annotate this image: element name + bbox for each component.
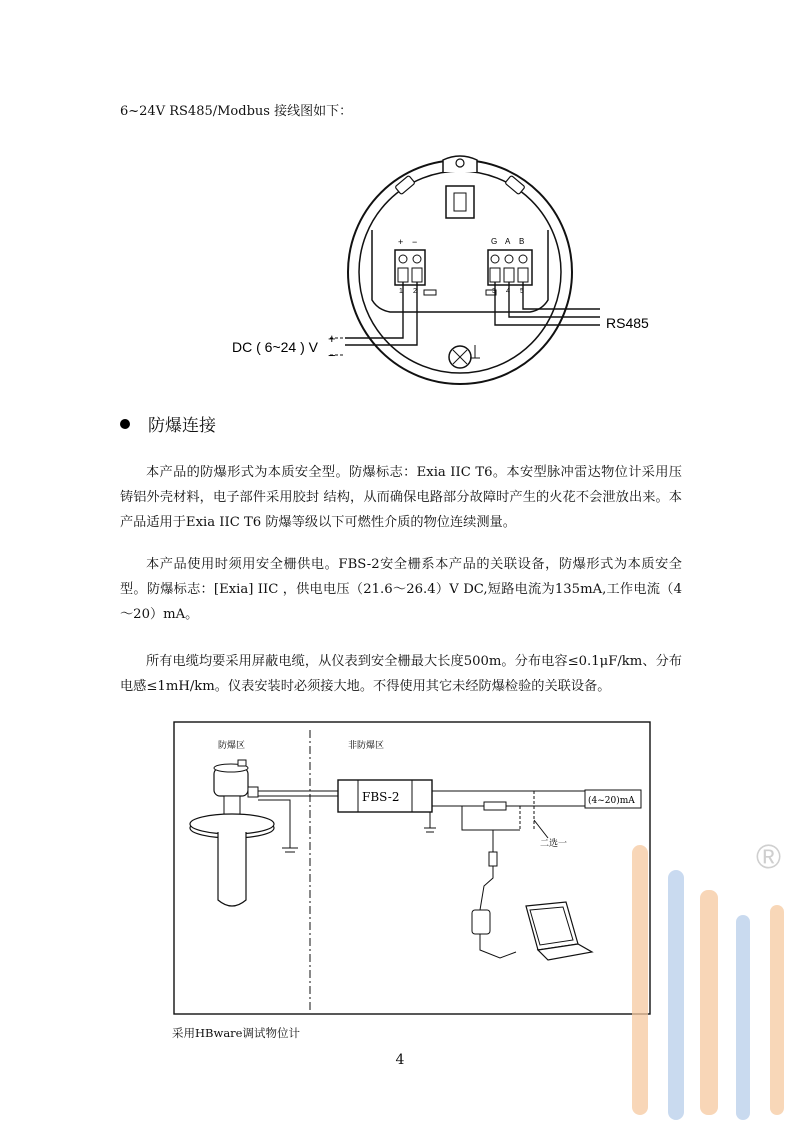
diagram-caption: 采用HBware调试物位计 [172, 1026, 300, 1040]
terminal-letter-a: A [505, 237, 511, 246]
laptop-icon [526, 902, 592, 960]
dc-plus-sign: + [328, 331, 336, 346]
registered-mark: ® [756, 838, 782, 876]
terminal-number-3: 3 [492, 288, 496, 295]
radar-instrument-icon [190, 760, 274, 906]
terminal-letter-b: B [519, 237, 525, 246]
connection-diagram [170, 718, 652, 1016]
output-label: (4~20)mA [588, 796, 635, 806]
wiring-diagram [220, 140, 680, 390]
section-heading-text: 防爆连接 [148, 416, 216, 436]
terminal-number-5: 5 [520, 288, 524, 295]
paragraph-2: 本产品使用时须用安全栅供电。FBS-2安全栅系本产品的关联设备，防爆形式为本质安全型。防爆标志：[Exia] IIC ，供电电压（21.6～26.4）V DC,短路电流为135mA,工作电流（4～20）mA。 [120, 557, 682, 622]
zone-hazardous-label: 防爆区 [218, 741, 246, 751]
terminal-number-2: 2 [413, 288, 417, 295]
paragraph-1: 本产品的防爆形式为本质安全型。防爆标志：Exia IIC T6。本安型脉冲雷达物位计采用压铸铝外壳材料，电子部件采用胶封 结构，从而确保电路部分故障时产生的火花不会泄放出来。本产品适用于Exia IIC T6 防爆等级以下可燃性介质的物位连续测量。 [120, 465, 682, 530]
dc-minus-sign: − [328, 348, 336, 363]
dc-voltage-label: DC ( 6~24 ) V [232, 339, 318, 355]
bullet-icon [120, 419, 130, 429]
terminal-number-4: 4 [506, 288, 510, 295]
choice-label: 二选一 [540, 839, 568, 849]
paragraph-3: 所有电缆均要采用屏蔽电缆，从仪表到安全栅最大长度500m。分布电容≤0.1μF/km、分布电感≤1mH/km。仪表安装时必须接大地。不得使用其它未经防爆检验的关联设备。 [120, 654, 682, 694]
fbs2-label: FBS-2 [362, 790, 400, 804]
usb-converter-icon [472, 910, 490, 934]
brand-watermark-logo [600, 820, 800, 1131]
zone-safe-label: 非防爆区 [348, 741, 385, 751]
terminal-number-1: 1 [399, 288, 403, 295]
section-heading [120, 411, 216, 436]
terminal-minus-sign: − [412, 237, 418, 247]
page-number: 4 [395, 1052, 405, 1068]
terminal-plus-sign: + [398, 237, 404, 247]
intro-line: 6~24V RS485/Modbus 接线图如下： [120, 104, 353, 119]
rs485-label: RS485 [606, 315, 649, 331]
display-connector [446, 186, 474, 218]
terminal-letter-g: G [491, 237, 498, 246]
